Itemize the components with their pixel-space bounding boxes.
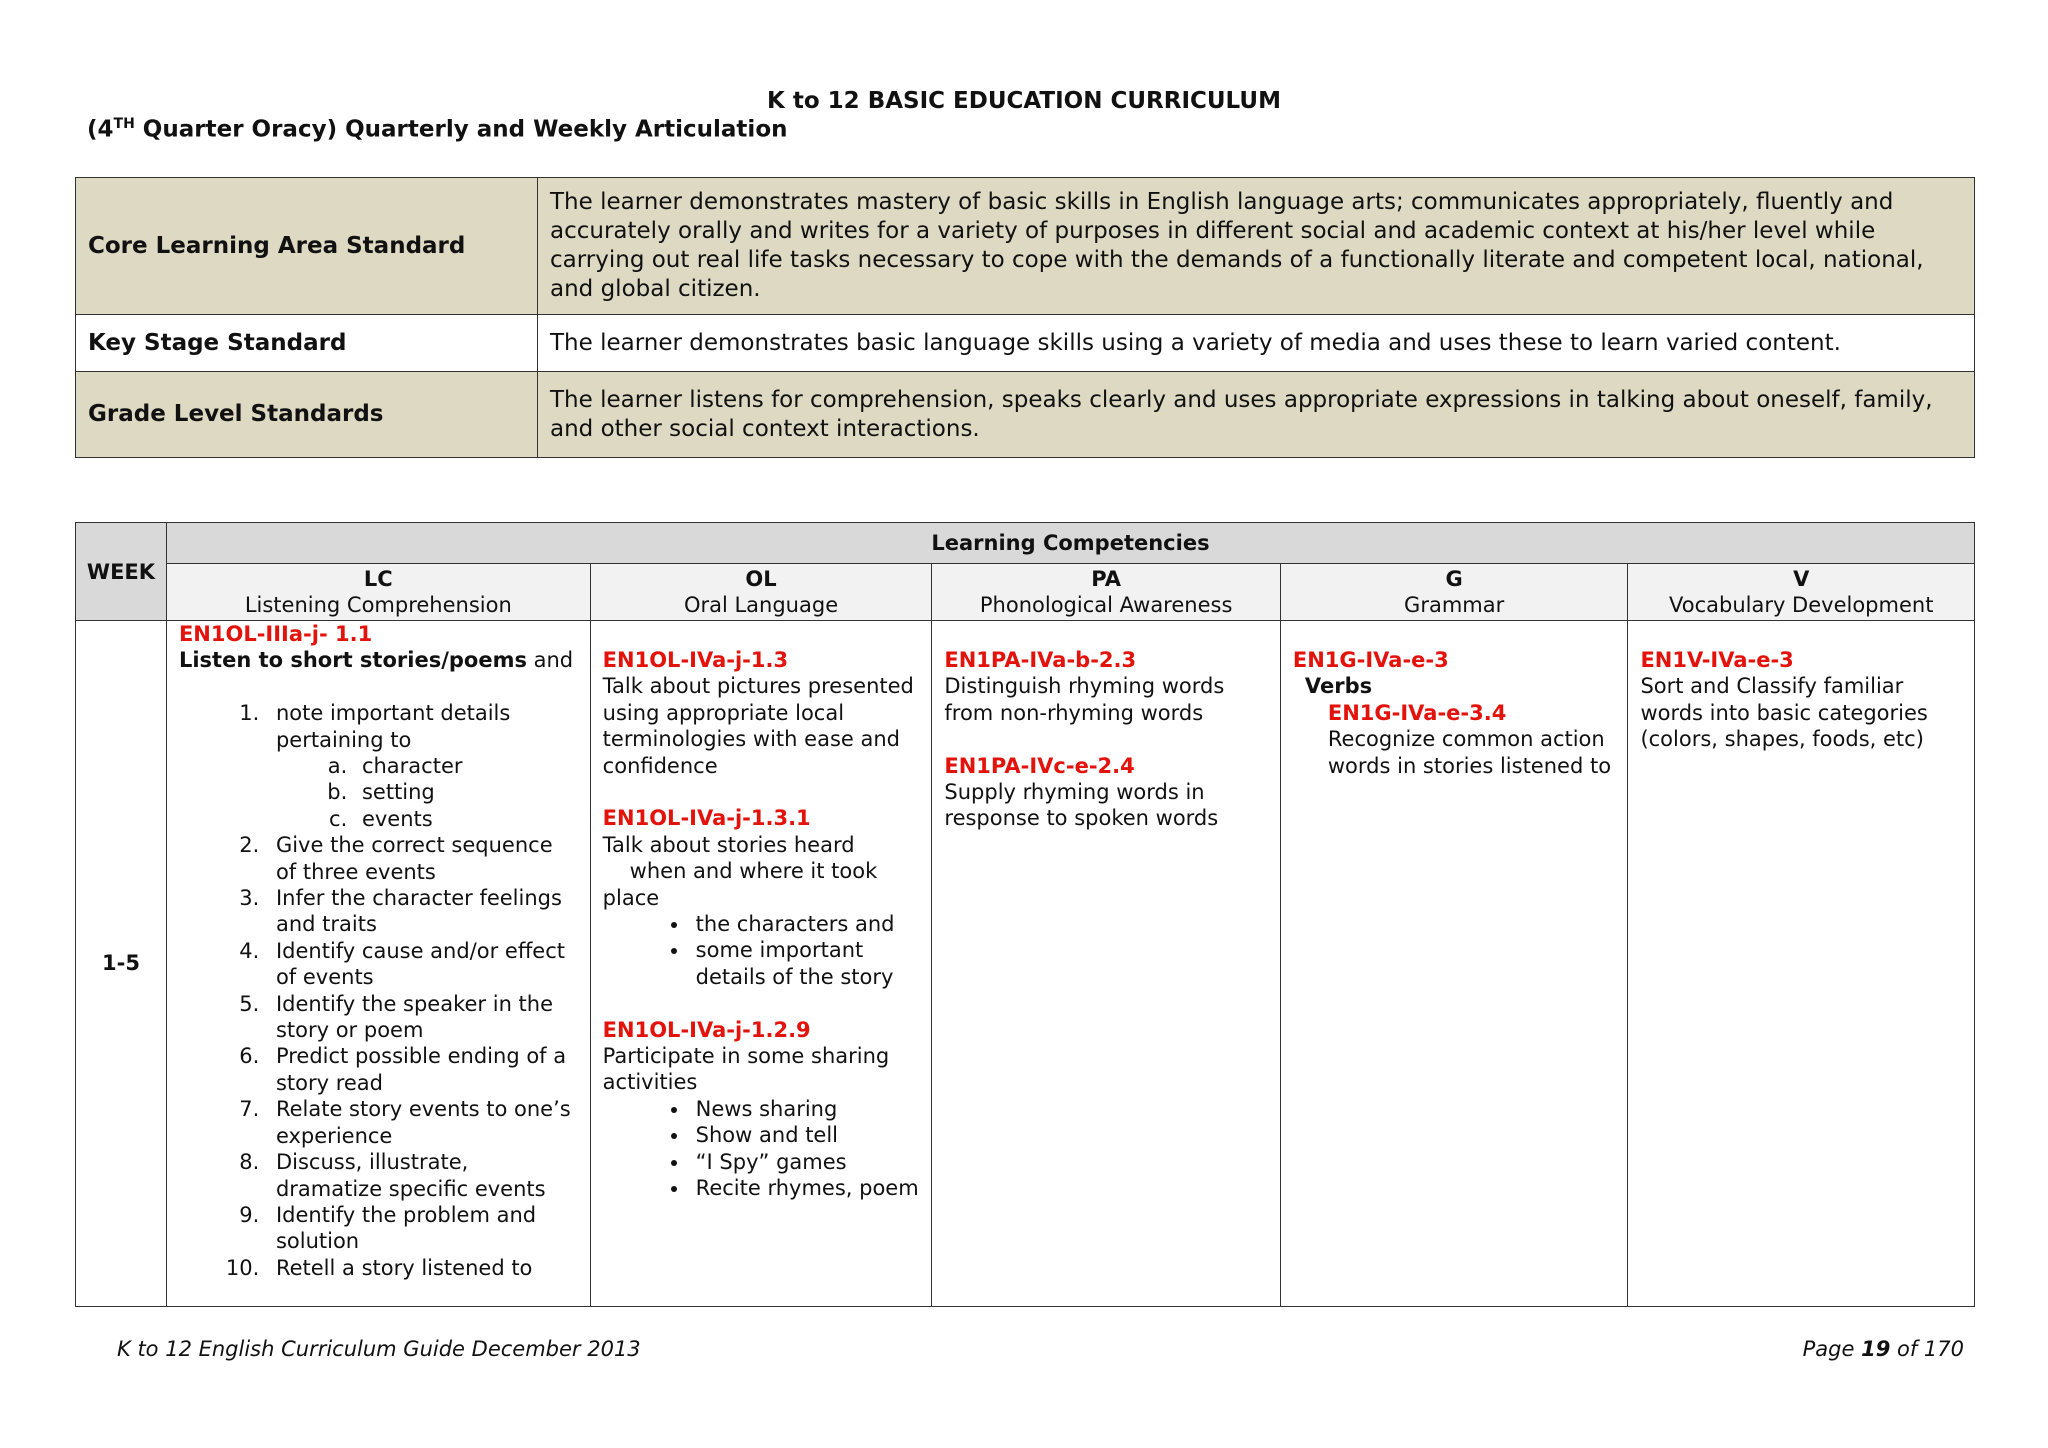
pa-text: Distinguish rhyming words from non-rhyming words [944, 674, 1225, 725]
list-item: c. events [354, 806, 578, 832]
standard-label: Core Learning Area Standard [76, 178, 538, 315]
standard-row [76, 315, 1975, 372]
ol-code: EN1OL-IVa-j-1.3 [602, 648, 789, 672]
column-header-row [76, 564, 1975, 621]
ol-text: place [602, 885, 660, 910]
standard-label: Grade Level Standards [76, 372, 538, 458]
v-code: EN1V-IVa-e-3 [1640, 648, 1794, 672]
pa-code: EN1PA-IVc-e-2.4 [944, 753, 1135, 778]
g-code: EN1G-IVa-e-3 [1292, 648, 1449, 672]
ol-text: Participate in some sharing activities [602, 1044, 890, 1095]
list-item: a. character [354, 753, 578, 779]
list-item: b. setting [354, 779, 578, 805]
v-text: Sort and Classify familiar words into basic categories (colors, shapes, foods, etc) [1640, 674, 1928, 752]
standard-text: The learner demonstrates mastery of basic skills in English language arts; communicates appropriately, fluently and accurately orally and writes for a variety of purposes in different social and academic context at his/her level while carrying out real life tasks necessary to cope with the demands of a functionally literate and competent local, national, and global citizen. [538, 178, 1975, 315]
g-topic: Verbs [1304, 674, 1373, 699]
v-cell [1628, 621, 1975, 1307]
ol-code: EN1OL-IVa-j-1.2.9 [602, 1017, 811, 1042]
lc-intro: Listen to short stories/poems and [178, 648, 574, 673]
list-item: 5. Identify the speaker in the story or poem [266, 991, 578, 1044]
pa-cell [932, 621, 1280, 1307]
footer-guide-title: K to 12 English Curriculum Guide December 2013 [117, 1337, 641, 1361]
list-item: • some important details of the story [690, 937, 920, 990]
lc-list [179, 700, 578, 1281]
week-cell: 1-5 [76, 621, 167, 1307]
g-text: Recognize common action words in stories listened to [1327, 727, 1612, 778]
standard-row [76, 178, 1975, 315]
list-item: 9. Identify the problem and solution [266, 1202, 578, 1255]
week-header: WEEK [76, 523, 167, 621]
pa-code: EN1PA-IVa-b-2.3 [944, 648, 1137, 672]
list-item: 4. Identify cause and/or effect of events [266, 938, 578, 991]
standard-text: The learner listens for comprehension, speaks clearly and uses appropriate expressions in talking about oneself, family, and other social context interactions. [538, 372, 1975, 458]
ol-bullet-list [603, 1096, 920, 1202]
standard-label: Key Stage Standard [76, 315, 538, 372]
footer-page-number: Page 19 of 170 [1802, 1337, 1964, 1361]
week-row [76, 621, 1975, 1307]
competencies-header-row [76, 523, 1975, 564]
pa-text: Supply rhyming words in response to spoken words [944, 780, 1219, 831]
column-header-v: V Vocabulary Development [1628, 564, 1975, 621]
list-item: 7. Relate story events to one’s experience [266, 1096, 578, 1149]
column-header-pa: PA Phonological Awareness [932, 564, 1280, 621]
g-cell [1280, 621, 1628, 1307]
standards-table [75, 177, 1975, 458]
standard-text: The learner demonstrates basic language skills using a variety of media and uses these to learn varied content. [538, 315, 1975, 372]
ol-code: EN1OL-IVa-j-1.3.1 [602, 806, 811, 831]
column-header-ol: OL Oral Language [590, 564, 932, 621]
ol-text: Talk about stories heard [602, 832, 855, 857]
list-item: 2. Give the correct sequence of three events [266, 832, 578, 885]
lc-sub-list [276, 753, 578, 832]
standard-row [76, 372, 1975, 458]
lc-code: EN1OL-IIIa-j- 1.1 [178, 622, 373, 646]
list-item: • Recite rhymes, poem [690, 1175, 920, 1201]
list-item: • “I Spy” games [690, 1149, 920, 1175]
ol-bullet-list [603, 911, 920, 990]
lc-cell [166, 621, 590, 1307]
list-item: • Show and tell [690, 1122, 920, 1148]
list-item: 6. Predict possible ending of a story read [266, 1043, 578, 1096]
page-title: K to 12 BASIC EDUCATION CURRICULUM [767, 88, 1281, 114]
list-item: 3. Infer the character feelings and traits [266, 885, 578, 938]
list-item: • the characters and [690, 911, 920, 937]
learning-competencies-header: Learning Competencies [166, 523, 1974, 564]
ol-text: Talk about pictures presented using appropriate local terminologies with ease and confidence [602, 674, 914, 778]
ol-text: when and where it took [629, 859, 878, 884]
list-item: • News sharing [690, 1096, 920, 1122]
column-header-lc: LC Listening Comprehension [166, 564, 590, 621]
competencies-table [75, 522, 1975, 1307]
list-item: 1. note important details pertaining to a. character b. setting c. events [266, 700, 578, 832]
page-subtitle: (4TH Quarter Oracy) Quarterly and Weekly Articulation [87, 116, 788, 143]
ol-cell [590, 621, 932, 1307]
list-item: 8. Discuss, illustrate, dramatize specific events [266, 1149, 578, 1202]
list-item: 10. Retell a story listened to [266, 1255, 578, 1281]
column-header-g: G Grammar [1280, 564, 1628, 621]
g-code: EN1G-IVa-e-3.4 [1327, 700, 1507, 725]
